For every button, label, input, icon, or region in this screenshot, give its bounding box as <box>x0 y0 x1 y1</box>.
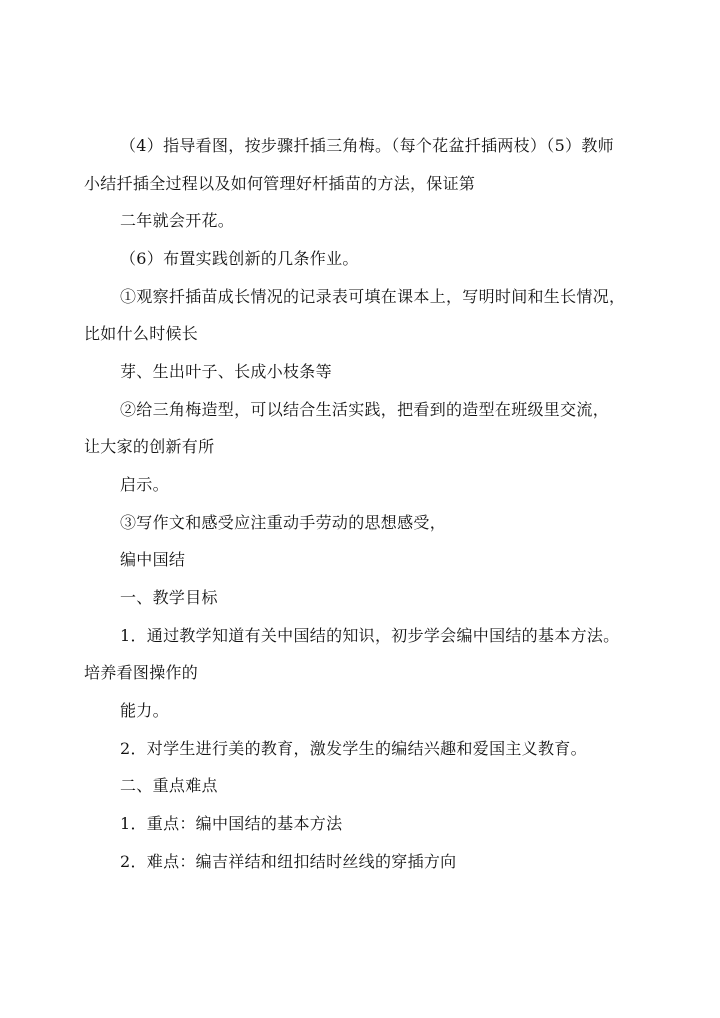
text-line: 启示。 <box>120 475 169 494</box>
heading-key-points: 二、重点难点 <box>120 776 218 795</box>
text-line: （4）指导看图，按步骤扦插三角梅。（每个花盆扦插两枝）（5）教师 <box>120 136 614 155</box>
section-title: 编中国结 <box>120 550 186 569</box>
text-line: 让大家的创新有所 <box>84 437 215 456</box>
heading-objectives: 一、教学目标 <box>120 588 218 607</box>
text-line: 培养看图操作的 <box>84 663 199 682</box>
text-line: ①观察扦插苗成长情况的记录表可填在课本上，写明时间和生长情况， <box>120 287 626 306</box>
text-line: 小结扦插全过程以及如何管理好杆插苗的方法，保证第 <box>84 174 476 193</box>
text-line: 2．对学生进行美的教育，激发学生的编结兴趣和爱国主义教育。 <box>120 739 587 758</box>
text-line: 芽、生出叶子、长成小枝条等 <box>120 362 332 381</box>
text-line: 能力。 <box>120 701 169 720</box>
text-line: 1．重点：编中国结的基本方法 <box>120 814 343 833</box>
text-line: ③写作文和感受应注重动手劳动的思想感受， <box>120 513 447 532</box>
text-line: （6）布置实践创新的几条作业。 <box>120 249 359 268</box>
text-line: 二年就会开花。 <box>120 211 235 230</box>
text-line: 2．难点：编吉祥结和纽扣结时丝线的穿插方向 <box>120 852 457 871</box>
text-line: ②给三角梅造型，可以结合生活实践，把看到的造型在班级里交流， <box>120 400 610 419</box>
text-line: 比如什么时候长 <box>84 324 199 343</box>
text-line: 1．通过教学知道有关中国结的知识，初步学会编中国结的基本方法。 <box>120 626 620 645</box>
